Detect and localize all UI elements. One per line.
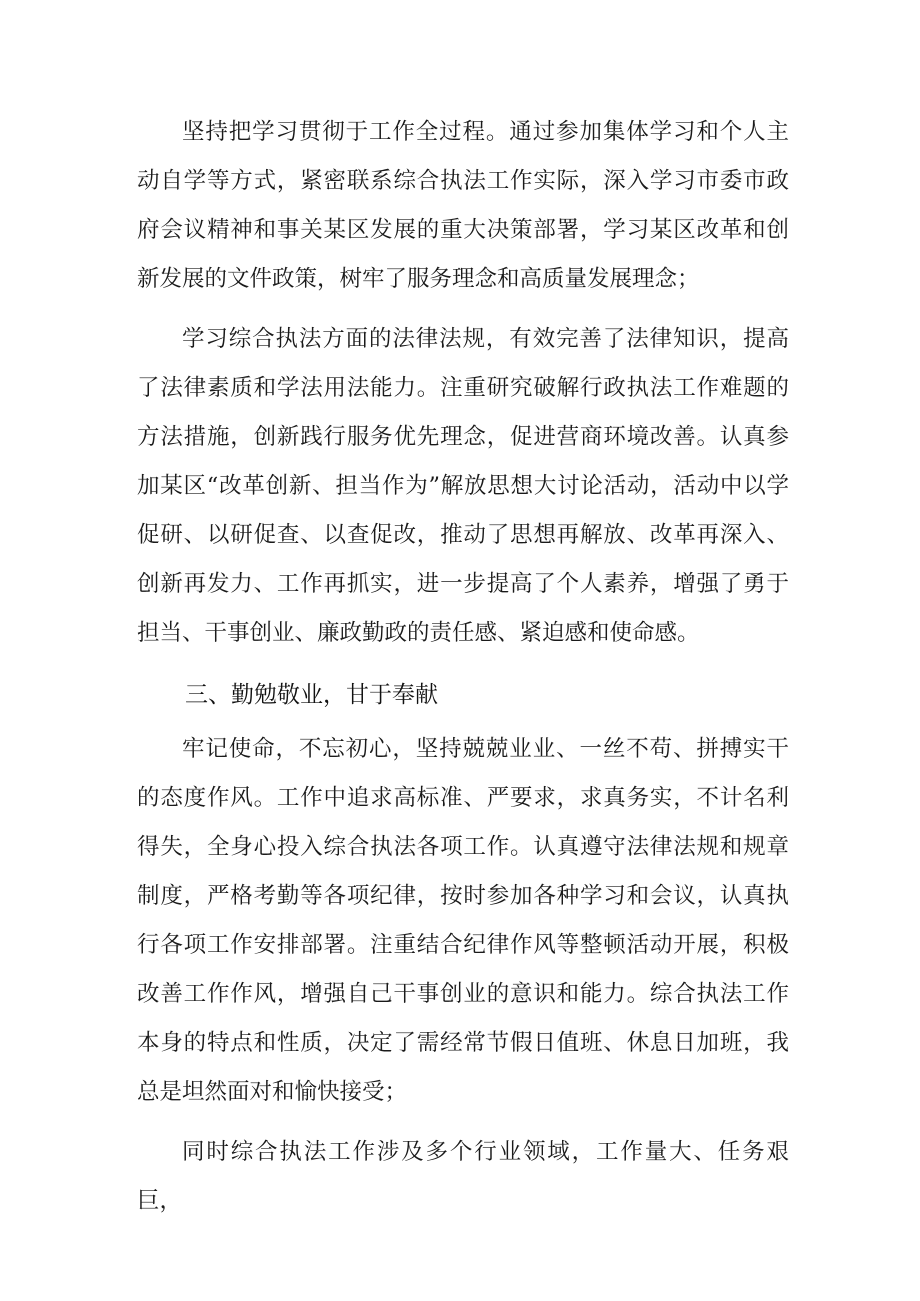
paragraph-law-study: 学习综合执法方面的法律法规，有效完善了法律知识，提高了法律素质和学法用法能力。注重研究破解行政执法工作难题的方法措施，创新践行服务优先理念，促进营商环境改善。认真参加某区“改革创新、担当作为”解放思想大讨论活动，活动中以学促研、以研促查、以查促改，推动了思想再解放、改革再深入、创新再发力、工作再抓实，进一步提高了个人素养，增强了勇于担当、干事创业、廉政勤政的责任感、紧迫感和使命感。 bbox=[137, 326, 789, 646]
paragraph-spacer bbox=[137, 1117, 789, 1128]
paragraph-study-process: 坚持把学习贯彻于工作全过程。通过参加集体学习和个人主动自学等方式，紧密联系综合执法工作实际，深入学习市委市政府会议精神和事关某区发展的重大决策部署，学习某区改革和创新发展的文件政策，树牢了服务理念和高质量发展理念； bbox=[137, 119, 789, 292]
document-body bbox=[137, 108, 789, 1226]
section-heading: 三、勤勉敬业，甘于奉献 bbox=[185, 682, 438, 708]
paragraph-spacer bbox=[137, 304, 789, 315]
paragraph-diligence: 牢记使命，不忘初心，坚持兢兢业业、一丝不苟、拼搏实干的态度作风。工作中追求高标准、严要求，求真务实，不计名利得失，全身心投入综合执法各项工作。认真遵守法律法规和规章制度，严格考勤等各项纪律，按时参加各种学习和会议，认真执行各项工作安排部署。注重结合纪律作风等整顿活动开展，积极改善工作作风，增强自己干事创业的意识和能力。综合执法工作本身的特点和性质，决定了需经常节假日值班、休息日加班，我总是坦然面对和愉快接受； bbox=[137, 736, 789, 1105]
paragraph-spacer bbox=[137, 658, 789, 669]
paragraph-workload: 同时综合执法工作涉及多个行业领域，工作量大、任务艰巨， bbox=[137, 1139, 789, 1214]
